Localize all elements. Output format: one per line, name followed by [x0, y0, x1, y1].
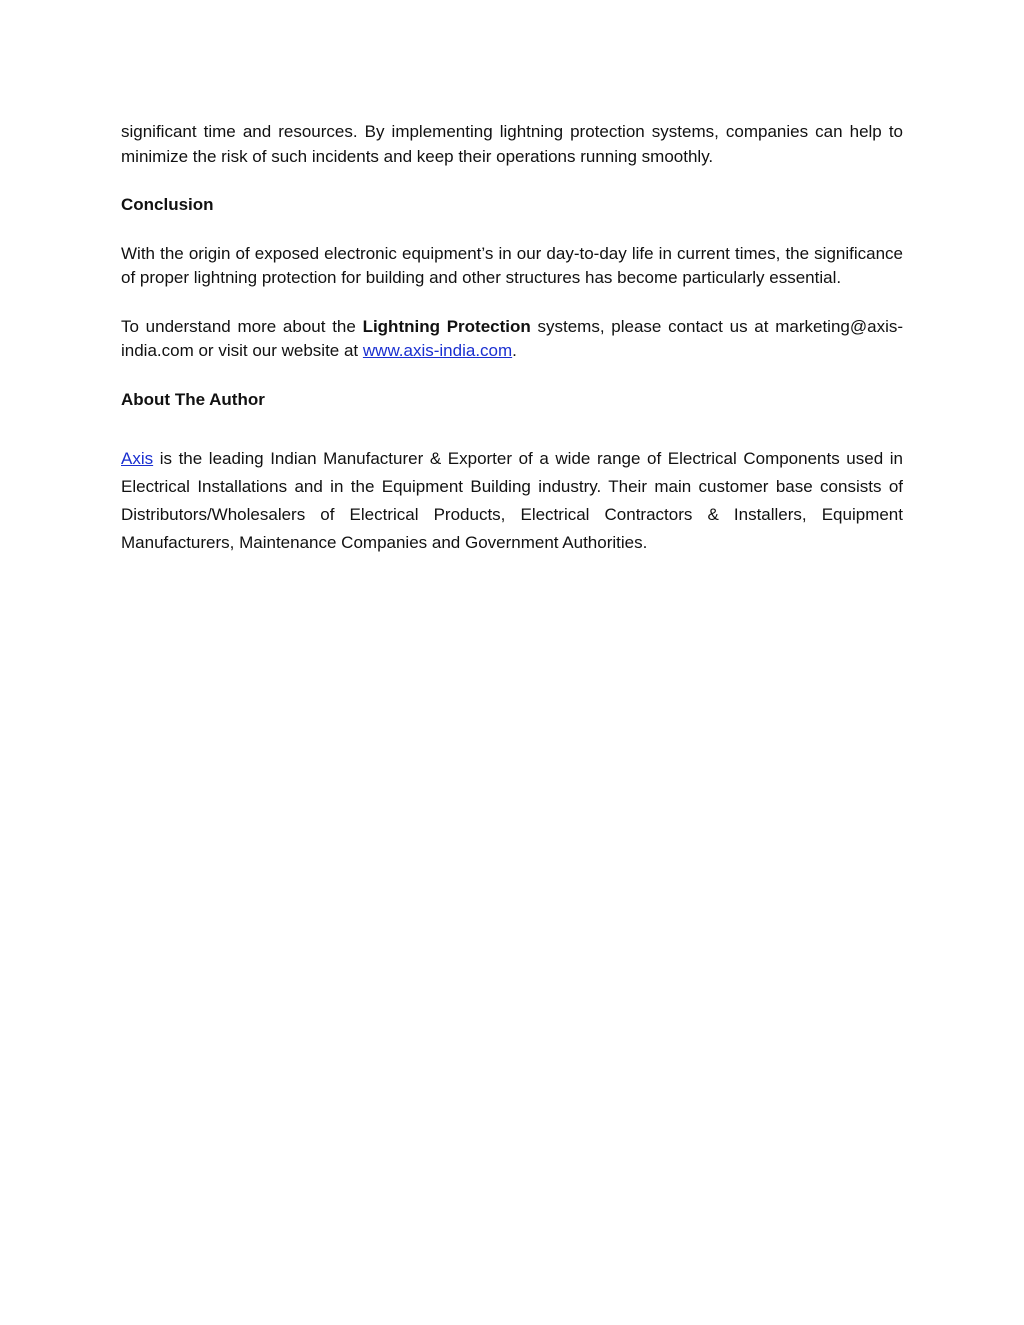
spacer	[121, 364, 903, 388]
axis-link[interactable]: Axis	[121, 449, 154, 468]
conclusion-paragraph: With the origin of exposed electronic equipment’s in our day-to-day life in current times, the significance of proper lightning protection for building and other structures has become particularly essential.	[121, 243, 903, 287]
spacer	[121, 291, 903, 315]
spacer	[121, 218, 903, 242]
contact-text-end: .	[512, 341, 517, 360]
contact-paragraph	[121, 315, 903, 364]
document-page	[121, 120, 903, 557]
about-author-text: is the leading Indian Manufacturer & Exporter of a wide range of Electrical Components used in Electrical Installations and in the Equipment Building industry. Their main customer base consists of Distributors/Wholesalers of Electrical Products, Electrical Contractors & Installers, Equipment Manufacturers, Maintenance Companies and Government Authorities.	[121, 449, 903, 552]
spacer	[121, 412, 903, 445]
spacer	[121, 169, 903, 193]
about-author-paragraph	[121, 445, 903, 557]
lightning-protection-bold: Lightning Protection	[362, 316, 531, 336]
contact-text-start: To understand more about the	[121, 316, 363, 336]
contact-text-middle: systems, please contact us at marketing@axis-india.com or visit our website at	[121, 316, 904, 360]
conclusion-heading: Conclusion	[121, 195, 214, 214]
intro-paragraph: significant time and resources. By implementing lightning protection systems, companies can help to minimize the risk of such incidents and keep their operations running smoothly.	[121, 122, 903, 166]
website-link[interactable]: www.axis-india.com	[362, 341, 513, 360]
about-author-heading: About The Author	[121, 389, 265, 409]
